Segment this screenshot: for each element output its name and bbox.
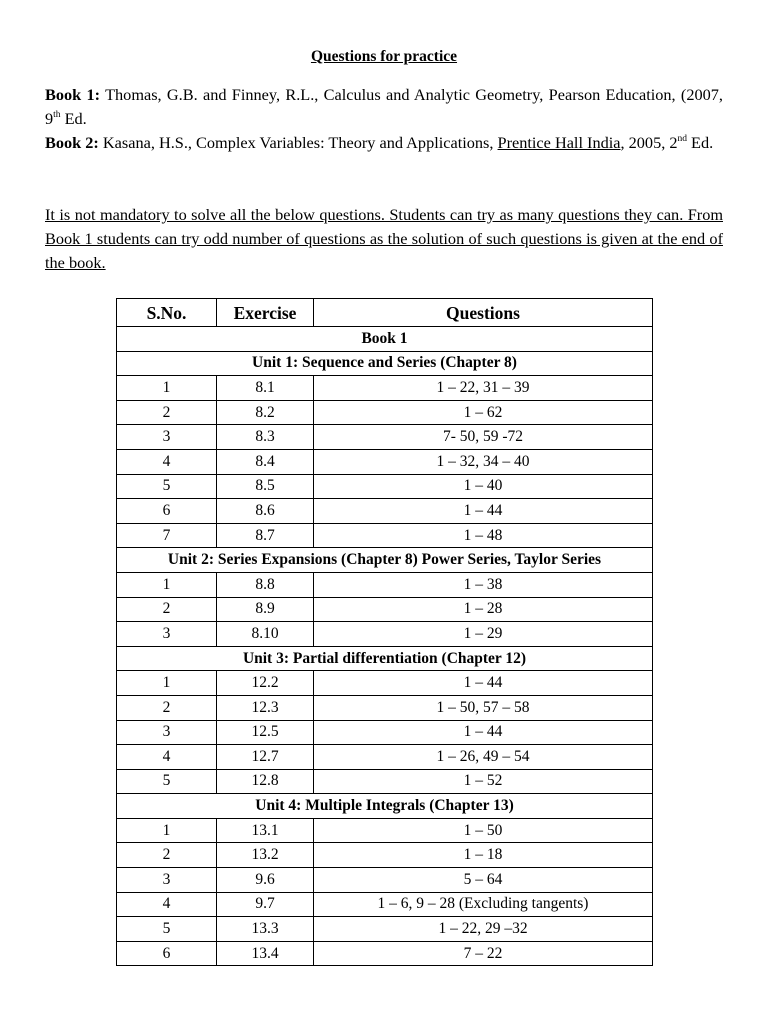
cell-sno: 2 bbox=[117, 400, 217, 425]
unit-heading-row bbox=[117, 794, 653, 819]
cell-questions: 1 – 50, 57 – 58 bbox=[314, 695, 653, 720]
unit-heading: Unit 2: Series Expansions (Chapter 8) Power Series, Taylor Series bbox=[117, 548, 653, 573]
cell-sno: 7 bbox=[117, 523, 217, 548]
unit-heading: Unit 3: Partial differentiation (Chapter 12) bbox=[117, 646, 653, 671]
cell-questions: 1 – 40 bbox=[314, 474, 653, 499]
cell-questions: 1 – 44 bbox=[314, 720, 653, 745]
book-2-text-2: , 2005, 2 bbox=[620, 133, 678, 152]
cell-questions: 1 – 44 bbox=[314, 499, 653, 524]
table-row bbox=[117, 523, 653, 548]
table-row bbox=[117, 917, 653, 942]
book-1-edition-sup: th bbox=[53, 110, 61, 120]
cell-questions: 7 – 22 bbox=[314, 941, 653, 966]
cell-sno: 4 bbox=[117, 892, 217, 917]
cell-questions: 1 – 32, 34 – 40 bbox=[314, 449, 653, 474]
table-row bbox=[117, 720, 653, 745]
cell-questions: 1 – 44 bbox=[314, 671, 653, 696]
cell-exercise: 8.6 bbox=[217, 499, 314, 524]
cell-exercise: 9.7 bbox=[217, 892, 314, 917]
cell-sno: 3 bbox=[117, 720, 217, 745]
unit-heading: Unit 1: Sequence and Series (Chapter 8) bbox=[117, 351, 653, 376]
cell-questions: 1 – 28 bbox=[314, 597, 653, 622]
unit-heading: Unit 4: Multiple Integrals (Chapter 13) bbox=[117, 794, 653, 819]
cell-sno: 5 bbox=[117, 917, 217, 942]
book-2-text: Kasana, H.S., Complex Variables: Theory and Applications, bbox=[98, 133, 498, 152]
cell-sno: 3 bbox=[117, 868, 217, 893]
cell-sno: 3 bbox=[117, 622, 217, 647]
cell-sno: 6 bbox=[117, 941, 217, 966]
cell-questions: 5 – 64 bbox=[314, 868, 653, 893]
book-heading-row bbox=[117, 327, 653, 352]
cell-questions: 1 – 18 bbox=[314, 843, 653, 868]
book-2-tail: Ed. bbox=[686, 133, 714, 152]
header-questions: Questions bbox=[314, 299, 653, 327]
book-1-text: Thomas, G.B. and Finney, R.L., Calculus and Analytic Geometry, Pearson Education, (2007, 9 bbox=[45, 85, 723, 128]
cell-exercise: 8.3 bbox=[217, 425, 314, 450]
book-references bbox=[45, 83, 723, 155]
cell-sno: 1 bbox=[117, 818, 217, 843]
table-row bbox=[117, 818, 653, 843]
book-1-label: Book 1: bbox=[45, 85, 101, 104]
practice-table bbox=[116, 298, 653, 966]
cell-exercise: 12.7 bbox=[217, 745, 314, 770]
table-row bbox=[117, 425, 653, 450]
cell-exercise: 12.3 bbox=[217, 695, 314, 720]
cell-sno: 2 bbox=[117, 695, 217, 720]
unit-heading-row bbox=[117, 351, 653, 376]
cell-questions: 1 – 38 bbox=[314, 572, 653, 597]
table-row bbox=[117, 400, 653, 425]
cell-exercise: 12.5 bbox=[217, 720, 314, 745]
book-heading: Book 1 bbox=[117, 327, 653, 352]
table-header-row bbox=[117, 299, 653, 327]
cell-exercise: 8.7 bbox=[217, 523, 314, 548]
cell-questions: 1 – 48 bbox=[314, 523, 653, 548]
table-body bbox=[117, 327, 653, 966]
table-row bbox=[117, 671, 653, 696]
cell-sno: 1 bbox=[117, 671, 217, 696]
cell-questions: 1 – 26, 49 – 54 bbox=[314, 745, 653, 770]
book-2-label: Book 2: bbox=[45, 133, 99, 152]
cell-exercise: 13.1 bbox=[217, 818, 314, 843]
table-row bbox=[117, 941, 653, 966]
cell-questions: 1 – 62 bbox=[314, 400, 653, 425]
table-row bbox=[117, 868, 653, 893]
page-title: Questions for practice bbox=[310, 48, 458, 65]
cell-sno: 5 bbox=[117, 474, 217, 499]
cell-sno: 3 bbox=[117, 425, 217, 450]
book-2-reference bbox=[45, 131, 723, 155]
cell-questions: 1 – 50 bbox=[314, 818, 653, 843]
table-row bbox=[117, 597, 653, 622]
unit-heading-row bbox=[117, 646, 653, 671]
cell-exercise: 9.6 bbox=[217, 868, 314, 893]
cell-questions: 1 – 6, 9 – 28 (Excluding tangents) bbox=[314, 892, 653, 917]
book-1-tail: Ed. bbox=[60, 109, 87, 128]
table-row bbox=[117, 376, 653, 401]
instructions-note: It is not mandatory to solve all the below questions. Students can try as many questions they can. From Book 1 students can try odd number of questions as the solution of such questions is given at the end of the book. bbox=[45, 205, 723, 272]
cell-questions: 1 – 29 bbox=[314, 622, 653, 647]
table-row bbox=[117, 449, 653, 474]
cell-exercise: 8.5 bbox=[217, 474, 314, 499]
header-sno: S.No. bbox=[117, 299, 217, 327]
cell-sno: 4 bbox=[117, 745, 217, 770]
cell-exercise: 13.4 bbox=[217, 941, 314, 966]
cell-questions: 1 – 52 bbox=[314, 769, 653, 794]
book-2-publisher-link[interactable]: Prentice Hall India bbox=[497, 133, 621, 152]
cell-exercise: 8.10 bbox=[217, 622, 314, 647]
cell-questions: 1 – 22, 31 – 39 bbox=[314, 376, 653, 401]
book-2-edition-sup: nd bbox=[677, 134, 687, 144]
cell-sno: 2 bbox=[117, 843, 217, 868]
cell-sno: 6 bbox=[117, 499, 217, 524]
cell-sno: 4 bbox=[117, 449, 217, 474]
cell-exercise: 13.2 bbox=[217, 843, 314, 868]
table-row bbox=[117, 892, 653, 917]
table-row bbox=[117, 474, 653, 499]
table-row bbox=[117, 843, 653, 868]
cell-exercise: 8.4 bbox=[217, 449, 314, 474]
table-row bbox=[117, 572, 653, 597]
table-row bbox=[117, 745, 653, 770]
table-row bbox=[117, 622, 653, 647]
cell-sno: 1 bbox=[117, 376, 217, 401]
table-row bbox=[117, 499, 653, 524]
cell-sno: 2 bbox=[117, 597, 217, 622]
cell-exercise: 13.3 bbox=[217, 917, 314, 942]
cell-questions: 7- 50, 59 -72 bbox=[314, 425, 653, 450]
table-row bbox=[117, 695, 653, 720]
cell-questions: 1 – 22, 29 –32 bbox=[314, 917, 653, 942]
book-1-reference bbox=[45, 83, 723, 131]
table-row bbox=[117, 769, 653, 794]
cell-sno: 1 bbox=[117, 572, 217, 597]
cell-exercise: 8.2 bbox=[217, 400, 314, 425]
cell-exercise: 8.1 bbox=[217, 376, 314, 401]
unit-heading-row bbox=[117, 548, 653, 573]
cell-sno: 5 bbox=[117, 769, 217, 794]
header-exercise: Exercise bbox=[217, 299, 314, 327]
cell-exercise: 12.2 bbox=[217, 671, 314, 696]
cell-exercise: 12.8 bbox=[217, 769, 314, 794]
cell-exercise: 8.8 bbox=[217, 572, 314, 597]
cell-exercise: 8.9 bbox=[217, 597, 314, 622]
